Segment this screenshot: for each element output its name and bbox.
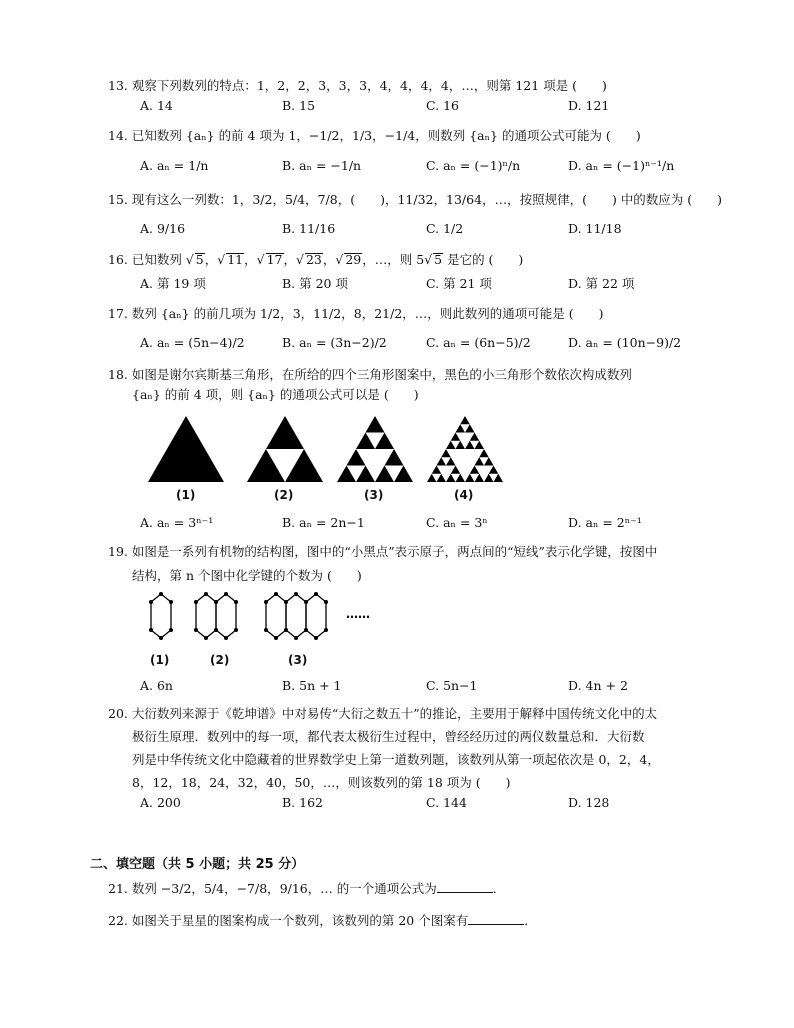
question-14-stem-suffix: ，则数列 {aₙ} 的通项公式可能为 ( ) bbox=[415, 128, 641, 143]
question-18-line-1 bbox=[108, 366, 632, 383]
question-20-line-4: 8，12，18，24，32，40，50，…，则该数列的第 18 项为 ( ) bbox=[132, 775, 511, 790]
section-title: 二、填空题（共 5 小题；共 25 分） bbox=[90, 857, 305, 872]
question-22 bbox=[108, 912, 537, 929]
question-20 bbox=[108, 702, 768, 794]
radical-5: 29 bbox=[345, 252, 362, 267]
question-14-stem-prefix: 14. 已知数列 {aₙ} 的前 4 项为 1， bbox=[108, 128, 309, 143]
option-a: A. 9/16 bbox=[140, 221, 186, 236]
option-d: D. 121 bbox=[568, 98, 610, 113]
question-18-text-2: {aₙ} 的前 4 项，则 {aₙ} 的通项公式可以是 ( ) bbox=[132, 387, 419, 402]
question-18-line-2 bbox=[132, 386, 419, 403]
q15-term-5: 11/32 bbox=[397, 192, 434, 207]
option-d: D. aₙ = (−1)ⁿ⁻¹/n bbox=[568, 158, 675, 173]
question-17-stem-prefix: 17. 数列 {aₙ} 的前几项为 bbox=[108, 306, 261, 321]
option-b: B. 11/16 bbox=[282, 221, 336, 236]
q21-term-2: 5/4 bbox=[203, 881, 225, 896]
question-21-suffix: ，… 的一个通项公式为 bbox=[307, 881, 437, 896]
question-20-line-3: 列是中华传统文化中隐藏着的世界数学史上第一道数列题，该数列从第一项起依次是 0，2，4， bbox=[132, 752, 660, 767]
q14-term-3: −1/4 bbox=[384, 128, 416, 143]
option-d: D. 128 bbox=[568, 795, 610, 810]
option-c: C. 第 21 项 bbox=[426, 276, 492, 291]
option-c: C. 1/2 bbox=[426, 221, 464, 236]
radical-2: 11 bbox=[227, 252, 244, 267]
question-19-options bbox=[140, 678, 760, 696]
q21-term-3: −7/8 bbox=[236, 881, 268, 896]
question-20-line-2: 极衍生原理．数列中的每一项，都代表太极衍生过程中，曾经经历过的两仪数量总和．大衍数 bbox=[132, 729, 645, 744]
radical-target: 5 bbox=[434, 252, 443, 267]
option-b: B. 5n + 1 bbox=[282, 678, 342, 693]
question-14-options bbox=[140, 158, 760, 176]
question-20-line-1: 20. 大衍数列来源于《乾坤谱》中对易传“大衍之数五十”的推论，主要用于解释中国传统文化中的太 bbox=[108, 706, 658, 721]
q14-term-1: −1/2 bbox=[308, 128, 340, 143]
hexagon-stage-3 bbox=[266, 594, 326, 638]
option-d: D. aₙ = 2ⁿ⁻¹ bbox=[568, 515, 642, 530]
question-19-text-1: 19. 如图是一系列有机物的结构图，图中的“小黑点”表示原子，两点间的“短线”表示化学键，按图中 bbox=[108, 544, 658, 559]
option-d: D. 第 22 项 bbox=[568, 276, 635, 291]
q16-suffix-b: 是它的 ( ) bbox=[443, 252, 524, 267]
option-a: A. 200 bbox=[140, 795, 181, 810]
sierpinski-stage-1 bbox=[148, 416, 224, 482]
q17-term-4: 8 bbox=[353, 306, 362, 321]
question-19-line-2 bbox=[132, 567, 362, 584]
answer-blank-22[interactable] bbox=[468, 912, 524, 925]
question-15-stem-prefix: 15. 现有这么一列数：1， bbox=[108, 192, 253, 207]
question-21: 21. 数列 −3/2，5/4，−7/8，9/16，… 的一个通项公式为 ． bbox=[108, 881, 506, 896]
question-19-line-1 bbox=[108, 543, 657, 560]
option-a: A. aₙ = 1/n bbox=[140, 158, 209, 173]
option-c: C. 5n−1 bbox=[426, 678, 478, 693]
hexagon-stage-1 bbox=[151, 594, 171, 638]
question-16-stem-prefix: 16. 已知数列 bbox=[108, 252, 186, 267]
q17-term-3: 11/2 bbox=[313, 306, 342, 321]
q15-term-1: 3/2 bbox=[252, 192, 273, 207]
sierpinski-stage-4 bbox=[427, 416, 503, 482]
answer-blank-21[interactable] bbox=[437, 880, 493, 893]
question-16: 16. 已知数列 √ 5，√ 11，√ 17，√ 23，√ 29，…，则 5√ 5 是它的 ( ) bbox=[108, 252, 524, 267]
question-22-text: 22. 如图关于星星的图案构成一个数列，该数列的第 20 个图案有 bbox=[108, 913, 469, 928]
question-17-options bbox=[140, 335, 760, 353]
radical-3: 17 bbox=[266, 252, 283, 267]
question-14: 14. 已知数列 {aₙ} 的前 4 项为 1，−1/2，1/3，−1/4，则数列 {aₙ} 的通项公式可能为 ( ) bbox=[108, 128, 641, 143]
option-a: A. 6n bbox=[140, 678, 173, 693]
option-c: C. aₙ = (6n−5)/2 bbox=[426, 335, 531, 350]
option-b: B. aₙ = (3n−2)/2 bbox=[282, 335, 387, 350]
q16-suffix-a: ，…，则 5 bbox=[362, 252, 425, 267]
sierpinski-label-2: (2) bbox=[274, 488, 294, 502]
question-17-stem-suffix: ，…，则此数列的通项可能是 ( ) bbox=[402, 306, 604, 321]
question-16-options bbox=[140, 274, 760, 292]
question-13-stem: 13. 观察下列数列的特点：1，2，2，3，3，3，4，4，4，4，…，则第 121 项是 ( ) bbox=[108, 78, 607, 93]
option-c: C. 144 bbox=[426, 795, 467, 810]
sierpinski-stage-2 bbox=[247, 416, 323, 482]
question-13 bbox=[108, 77, 607, 94]
option-a: A. 14 bbox=[140, 98, 173, 113]
option-c: C. aₙ = (−1)ⁿ/n bbox=[426, 158, 521, 173]
question-13-options bbox=[140, 98, 760, 116]
option-c: C. aₙ = 3ⁿ bbox=[426, 515, 488, 530]
hexagon-label-1: (1) bbox=[150, 653, 170, 667]
question-21-prefix: 21. 数列 bbox=[108, 881, 161, 896]
sierpinski-label-1: (1) bbox=[176, 488, 196, 502]
radical-4: 23 bbox=[305, 252, 322, 267]
q17-term-1: 1/2 bbox=[260, 306, 281, 321]
question-20-options bbox=[140, 795, 760, 813]
option-d: D. 11/18 bbox=[568, 221, 622, 236]
q15-term-6: 13/64 bbox=[446, 192, 483, 207]
question-21-end: ． bbox=[492, 881, 506, 896]
q15-term-3: 7/8 bbox=[317, 192, 338, 207]
hexagon-label-2: (2) bbox=[210, 653, 230, 667]
option-b: B. aₙ = −1/n bbox=[282, 158, 362, 173]
q21-term-1: −3/2 bbox=[160, 881, 192, 896]
option-d: D. aₙ = (10n−9)/2 bbox=[568, 335, 682, 350]
hexagon-chain-figure bbox=[140, 588, 390, 656]
question-22-end: ． bbox=[524, 913, 537, 928]
sierpinski-stage-3 bbox=[337, 416, 413, 482]
q17-term-2: 3 bbox=[292, 306, 301, 321]
option-b: B. 162 bbox=[282, 795, 323, 810]
q17-term-5: 21/2 bbox=[374, 306, 403, 321]
option-c: C. 16 bbox=[426, 98, 459, 113]
question-17: 17. 数列 {aₙ} 的前几项为 1/2，3，11/2，8，21/2，…，则此数列的通项可能是 ( ) bbox=[108, 306, 604, 321]
option-b: B. aₙ = 2n−1 bbox=[282, 515, 365, 530]
option-a: A. aₙ = (5n−4)/2 bbox=[140, 335, 245, 350]
question-19-text-2: 结构，第 n 个图中化学键的个数为 ( ) bbox=[132, 568, 362, 583]
question-18-options bbox=[140, 515, 760, 533]
question-15-options bbox=[140, 221, 760, 239]
q15-middle: ，( )， bbox=[337, 192, 398, 207]
option-b: B. 第 20 项 bbox=[282, 276, 348, 291]
q14-term-2: 1/3 bbox=[352, 128, 373, 143]
hexagon-label-3: (3) bbox=[288, 653, 308, 667]
q21-term-4: 9/16 bbox=[279, 881, 308, 896]
sierpinski-label-4: (4) bbox=[454, 488, 474, 502]
q15-term-2: 5/4 bbox=[284, 192, 306, 207]
option-d: D. 4n + 2 bbox=[568, 678, 628, 693]
sierpinski-label-3: (3) bbox=[364, 488, 384, 502]
question-18-text-1: 18. 如图是谢尔宾斯基三角形，在所给的四个三角形图案中，黑色的小三角形个数依次构成数列 bbox=[108, 367, 632, 382]
hexagon-ellipsis: …… bbox=[346, 607, 370, 621]
option-a: A. 第 19 项 bbox=[140, 276, 206, 291]
radical-1: 5 bbox=[195, 252, 204, 267]
option-b: B. 15 bbox=[282, 98, 316, 113]
question-15-stem-suffix: ，…，按照规律，( ) 中的数应为 ( ) bbox=[482, 192, 723, 207]
question-15: 15. 现有这么一列数：1，3/2，5/4，7/8，( )，11/32，13/64，…，按照规律，( ) 中的数应为 ( ) bbox=[108, 192, 723, 207]
option-a: A. aₙ = 3ⁿ⁻¹ bbox=[140, 515, 214, 530]
